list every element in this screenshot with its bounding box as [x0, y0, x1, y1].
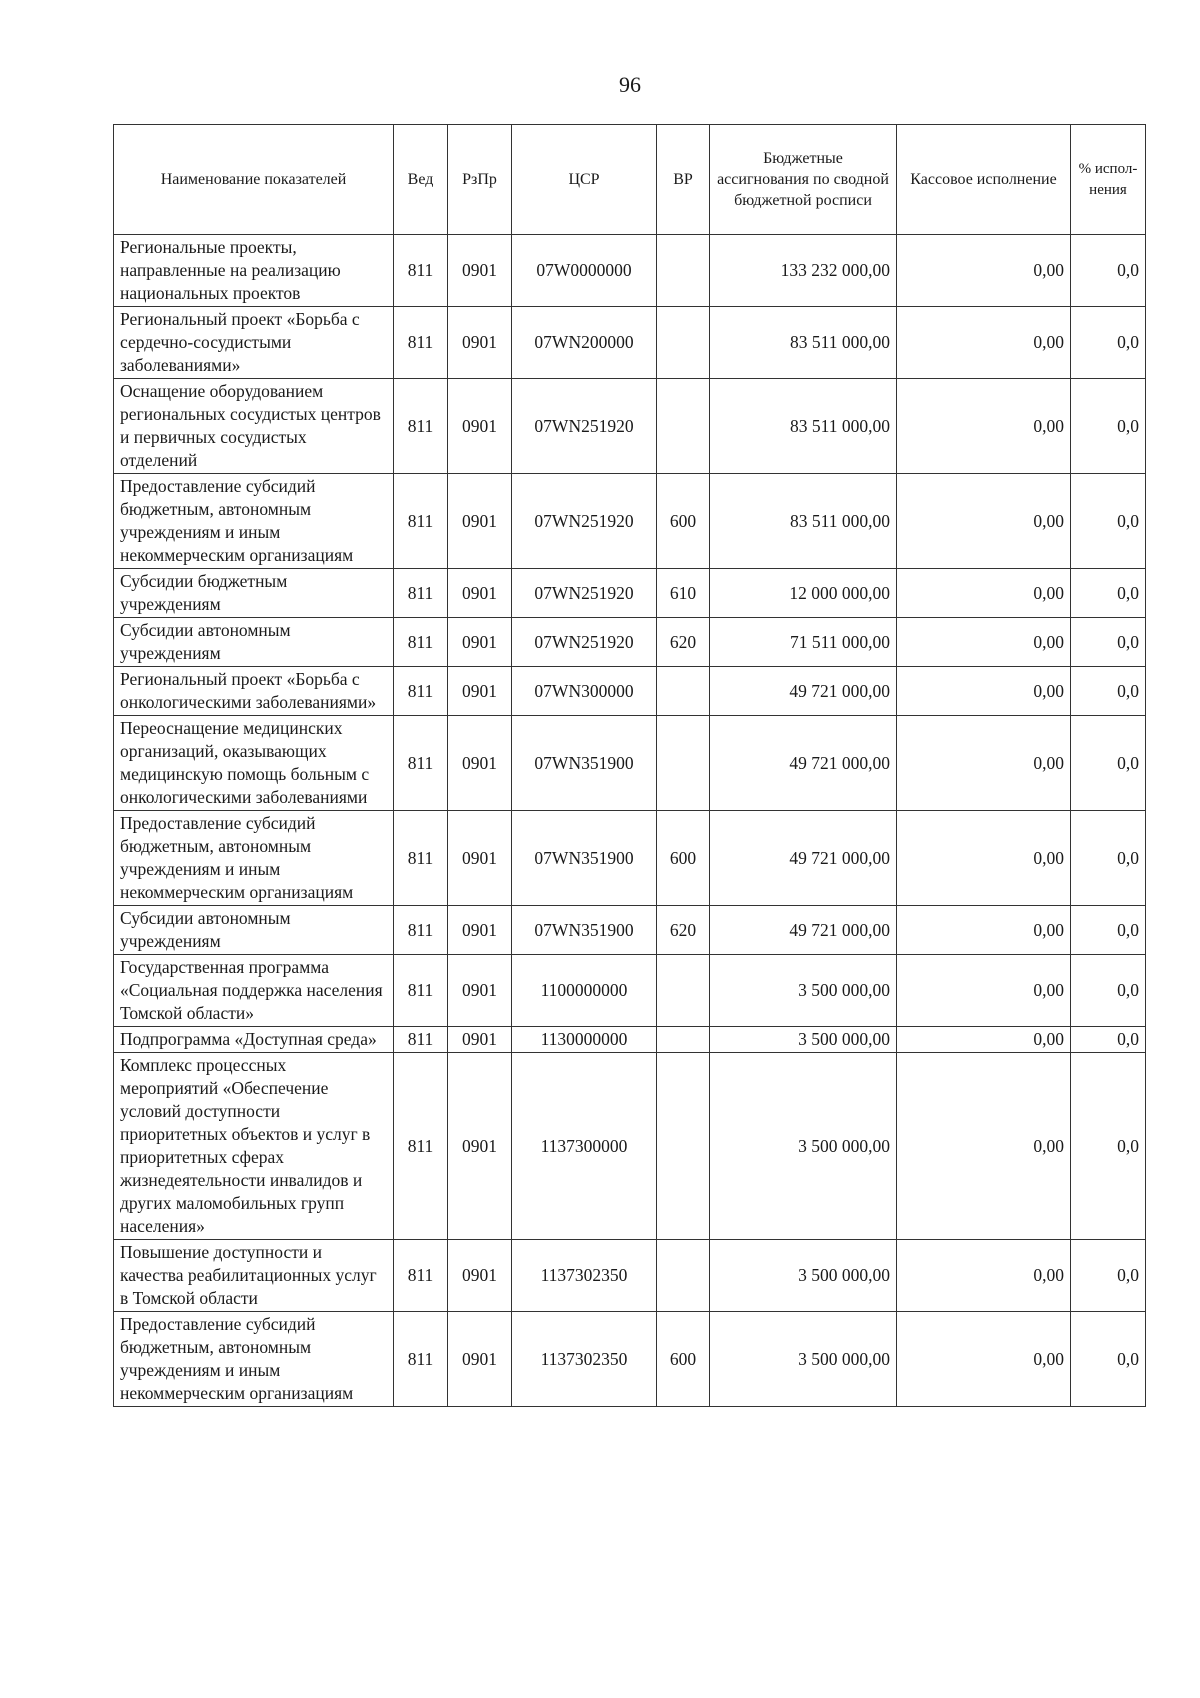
cell-cash: 0,00 [897, 955, 1071, 1027]
cell-cash: 0,00 [897, 1053, 1071, 1240]
cell-rzpr: 0901 [448, 618, 512, 667]
table-row [114, 474, 1146, 569]
cell-percent: 0,0 [1071, 667, 1146, 716]
header-percent: % испол-нения [1071, 125, 1146, 235]
cell-budget: 3 500 000,00 [710, 1053, 897, 1240]
cell-csr: 1137302350 [512, 1312, 657, 1407]
cell-ved: 811 [394, 379, 448, 474]
cell-name: Субсидии бюджетным учреждениям [114, 569, 394, 618]
cell-vr: 600 [657, 811, 710, 906]
table-row [114, 379, 1146, 474]
cell-vr: 610 [657, 569, 710, 618]
cell-rzpr: 0901 [448, 235, 512, 307]
cell-csr: 1137302350 [512, 1240, 657, 1312]
cell-ved: 811 [394, 955, 448, 1027]
cell-rzpr: 0901 [448, 474, 512, 569]
cell-percent: 0,0 [1071, 569, 1146, 618]
table-body [114, 235, 1146, 1407]
cell-cash: 0,00 [897, 474, 1071, 569]
cell-csr: 07WN251920 [512, 379, 657, 474]
cell-cash: 0,00 [897, 569, 1071, 618]
cell-ved: 811 [394, 716, 448, 811]
cell-name: Предоставление субсидий бюджетным, автономным учреждениям и иным некоммерческим организациям [114, 811, 394, 906]
cell-name: Переоснащение медицинских организаций, оказывающих медицинскую помощь больным с онкологическими заболеваниями [114, 716, 394, 811]
cell-ved: 811 [394, 1312, 448, 1407]
cell-rzpr: 0901 [448, 955, 512, 1027]
header-csr: ЦСР [512, 125, 657, 235]
table-row [114, 1027, 1146, 1053]
header-rzpr: РзПр [448, 125, 512, 235]
header-vr: ВР [657, 125, 710, 235]
cell-name: Оснащение оборудованием региональных сосудистых центров и первичных сосудистых отделений [114, 379, 394, 474]
cell-vr: 600 [657, 1312, 710, 1407]
cell-budget: 83 511 000,00 [710, 307, 897, 379]
cell-budget: 3 500 000,00 [710, 955, 897, 1027]
cell-budget: 71 511 000,00 [710, 618, 897, 667]
cell-cash: 0,00 [897, 1312, 1071, 1407]
cell-name: Субсидии автономным учреждениям [114, 618, 394, 667]
cell-ved: 811 [394, 1027, 448, 1053]
cell-budget: 3 500 000,00 [710, 1312, 897, 1407]
header-cash: Кассовое исполнение [897, 125, 1071, 235]
cell-name: Комплекс процессных мероприятий «Обеспечение условий доступности приоритетных объектов и услуг в приоритетных сферах жизнедеятельности инвалидов и других маломобильных групп населения» [114, 1053, 394, 1240]
table-row [114, 667, 1146, 716]
cell-cash: 0,00 [897, 811, 1071, 906]
table-row [114, 569, 1146, 618]
cell-name: Субсидии автономным учреждениям [114, 906, 394, 955]
cell-vr [657, 716, 710, 811]
cell-csr: 1100000000 [512, 955, 657, 1027]
cell-rzpr: 0901 [448, 716, 512, 811]
cell-ved: 811 [394, 474, 448, 569]
cell-vr [657, 1027, 710, 1053]
cell-budget: 83 511 000,00 [710, 474, 897, 569]
cell-cash: 0,00 [897, 906, 1071, 955]
cell-name: Региональные проекты, направленные на реализацию национальных проектов [114, 235, 394, 307]
cell-cash: 0,00 [897, 235, 1071, 307]
header-name: Наименование показателей [114, 125, 394, 235]
cell-rzpr: 0901 [448, 811, 512, 906]
table-row [114, 235, 1146, 307]
cell-vr [657, 1053, 710, 1240]
cell-vr: 620 [657, 618, 710, 667]
table-row [114, 716, 1146, 811]
page-number: 96 [619, 72, 641, 97]
cell-csr: 07WN251920 [512, 618, 657, 667]
cell-rzpr: 0901 [448, 667, 512, 716]
cell-budget: 49 721 000,00 [710, 667, 897, 716]
cell-cash: 0,00 [897, 618, 1071, 667]
cell-ved: 811 [394, 235, 448, 307]
cell-percent: 0,0 [1071, 1240, 1146, 1312]
cell-budget: 83 511 000,00 [710, 379, 897, 474]
table-row [114, 307, 1146, 379]
cell-ved: 811 [394, 569, 448, 618]
cell-csr: 07WN351900 [512, 906, 657, 955]
cell-vr [657, 1240, 710, 1312]
cell-percent: 0,0 [1071, 379, 1146, 474]
cell-vr [657, 379, 710, 474]
cell-name: Предоставление субсидий бюджетным, автономным учреждениям и иным некоммерческим организациям [114, 474, 394, 569]
cell-rzpr: 0901 [448, 1053, 512, 1240]
cell-cash: 0,00 [897, 716, 1071, 811]
cell-vr [657, 307, 710, 379]
cell-csr: 07WN251920 [512, 474, 657, 569]
header-budget: Бюджетные ассигнования по сводной бюджетной росписи [710, 125, 897, 235]
cell-cash: 0,00 [897, 667, 1071, 716]
cell-percent: 0,0 [1071, 618, 1146, 667]
table-row [114, 811, 1146, 906]
cell-name: Региональный проект «Борьба с сердечно-сосудистыми заболеваниями» [114, 307, 394, 379]
cell-budget: 49 721 000,00 [710, 716, 897, 811]
cell-csr: 07WN200000 [512, 307, 657, 379]
cell-vr: 600 [657, 474, 710, 569]
cell-ved: 811 [394, 906, 448, 955]
cell-budget: 3 500 000,00 [710, 1027, 897, 1053]
cell-percent: 0,0 [1071, 307, 1146, 379]
cell-rzpr: 0901 [448, 569, 512, 618]
cell-rzpr: 0901 [448, 379, 512, 474]
cell-csr: 1137300000 [512, 1053, 657, 1240]
cell-csr: 07WN351900 [512, 811, 657, 906]
cell-csr: 07W0000000 [512, 235, 657, 307]
table-row [114, 906, 1146, 955]
cell-percent: 0,0 [1071, 1027, 1146, 1053]
header-ved: Вед [394, 125, 448, 235]
cell-budget: 49 721 000,00 [710, 811, 897, 906]
cell-ved: 811 [394, 1053, 448, 1240]
table-row [114, 1240, 1146, 1312]
cell-budget: 133 232 000,00 [710, 235, 897, 307]
cell-vr: 620 [657, 906, 710, 955]
cell-budget: 12 000 000,00 [710, 569, 897, 618]
cell-percent: 0,0 [1071, 235, 1146, 307]
cell-csr: 1130000000 [512, 1027, 657, 1053]
cell-ved: 811 [394, 667, 448, 716]
budget-execution-table [113, 124, 1146, 1407]
cell-csr: 07WN300000 [512, 667, 657, 716]
cell-ved: 811 [394, 618, 448, 667]
cell-rzpr: 0901 [448, 906, 512, 955]
cell-cash: 0,00 [897, 1240, 1071, 1312]
cell-budget: 3 500 000,00 [710, 1240, 897, 1312]
cell-csr: 07WN251920 [512, 569, 657, 618]
cell-name: Региональный проект «Борьба с онкологическими заболеваниями» [114, 667, 394, 716]
cell-name: Государственная программа «Социальная поддержка населения Томской области» [114, 955, 394, 1027]
cell-name: Повышение доступности и качества реабилитационных услуг в Томской области [114, 1240, 394, 1312]
cell-rzpr: 0901 [448, 1312, 512, 1407]
cell-name: Подпрограмма «Доступная среда» [114, 1027, 394, 1053]
cell-percent: 0,0 [1071, 811, 1146, 906]
cell-percent: 0,0 [1071, 955, 1146, 1027]
cell-percent: 0,0 [1071, 474, 1146, 569]
cell-ved: 811 [394, 811, 448, 906]
cell-vr [657, 235, 710, 307]
cell-percent: 0,0 [1071, 1053, 1146, 1240]
cell-rzpr: 0901 [448, 1240, 512, 1312]
cell-vr [657, 667, 710, 716]
cell-cash: 0,00 [897, 379, 1071, 474]
cell-percent: 0,0 [1071, 716, 1146, 811]
cell-rzpr: 0901 [448, 307, 512, 379]
cell-rzpr: 0901 [448, 1027, 512, 1053]
cell-budget: 49 721 000,00 [710, 906, 897, 955]
cell-cash: 0,00 [897, 1027, 1071, 1053]
cell-name: Предоставление субсидий бюджетным, автономным учреждениям и иным некоммерческим организациям [114, 1312, 394, 1407]
cell-vr [657, 955, 710, 1027]
cell-percent: 0,0 [1071, 906, 1146, 955]
table-row [114, 1053, 1146, 1240]
table-row [114, 955, 1146, 1027]
table-row [114, 1312, 1146, 1407]
cell-percent: 0,0 [1071, 1312, 1146, 1407]
cell-csr: 07WN351900 [512, 716, 657, 811]
cell-ved: 811 [394, 1240, 448, 1312]
table-header-row [114, 125, 1146, 235]
cell-cash: 0,00 [897, 307, 1071, 379]
table-row [114, 618, 1146, 667]
cell-ved: 811 [394, 307, 448, 379]
